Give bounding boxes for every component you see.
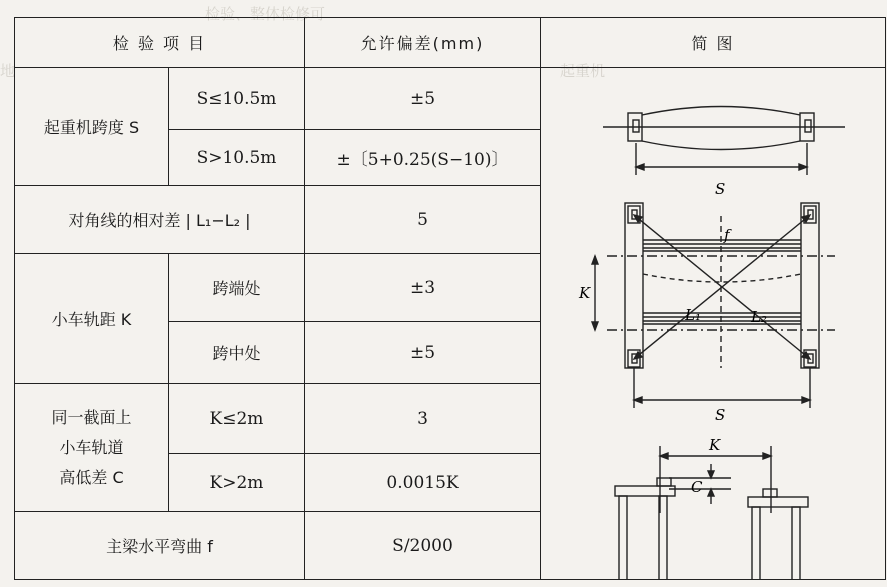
diagram-label-span-bottom: S: [715, 406, 726, 424]
diagram-label-gauge: K: [579, 284, 591, 302]
row-condition: 跨端处: [169, 254, 305, 322]
header-diagram: 简 图: [541, 18, 886, 68]
table-header-row: [15, 18, 886, 68]
table-row: [15, 68, 886, 130]
row-value: 3: [305, 384, 541, 454]
row-value: ±5: [305, 68, 541, 130]
header-item: 检 验 项 目: [15, 18, 305, 68]
diagram-label-l1: L₁: [685, 306, 701, 324]
row-group-height-diff: [15, 384, 169, 512]
plan-sketch: [592, 203, 835, 408]
group-line: 同一截面上: [51, 407, 132, 427]
bleed-through-text: 地: [0, 62, 16, 80]
row-condition: 跨中处: [169, 322, 305, 384]
row-value: 5: [305, 186, 541, 254]
row-value: ±3: [305, 254, 541, 322]
diagram-label-gauge-bottom: K: [709, 436, 721, 454]
group-line: 小车轨道: [59, 437, 124, 457]
diagram-label-height-diff: C: [691, 478, 703, 496]
span-sketch: [603, 107, 845, 176]
row-value: 0.0015K: [305, 454, 541, 512]
bleed-through-text: 检验、整体检修可: [205, 5, 326, 23]
row-item-deflection: 主梁水平弯曲 f: [15, 512, 305, 580]
row-item-diagonal: 对角线的相对差 | L₁−L₂ |: [15, 186, 305, 254]
diagram-cell: [541, 68, 886, 580]
bleed-through-text: 起重机: [560, 62, 606, 80]
row-value: S/2000: [305, 512, 541, 580]
row-group-gauge: 小车轨距 K: [15, 254, 169, 384]
diagram-label-span-top: S: [715, 180, 726, 198]
rail-section-sketch: [615, 446, 808, 579]
row-value: ±〔5+0.25(S−10)〕: [305, 130, 541, 186]
diagram-label-l2: L₂: [751, 308, 767, 326]
row-condition: S≤10.5m: [169, 68, 305, 130]
inspection-table: [14, 17, 886, 580]
row-condition: K≤2m: [169, 384, 305, 454]
row-condition: K>2m: [169, 454, 305, 512]
group-line: 高低差 C: [59, 467, 124, 487]
row-group-span: 起重机跨度 S: [15, 68, 169, 186]
diagram-label-deflection: f: [724, 226, 730, 244]
header-tolerance: 允许偏差(mm): [305, 18, 541, 68]
row-value: ±5: [305, 322, 541, 384]
crane-diagram: [545, 68, 881, 579]
row-condition: S>10.5m: [169, 130, 305, 186]
